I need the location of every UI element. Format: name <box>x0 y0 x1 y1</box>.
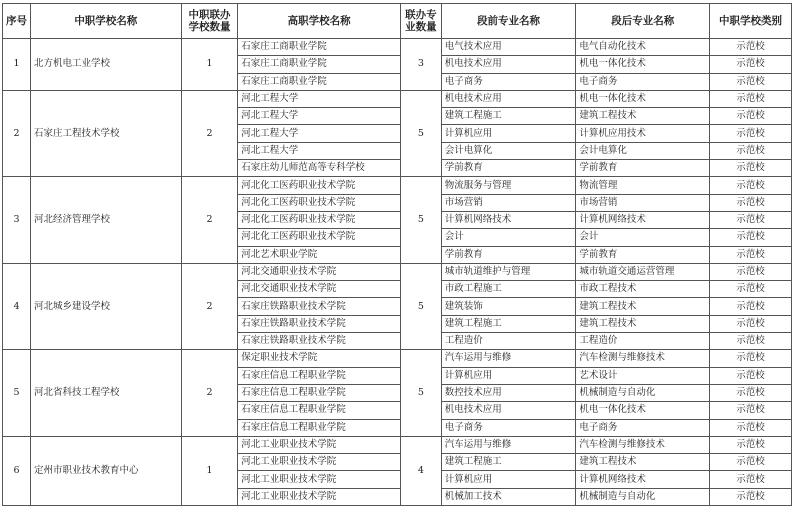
pre-major-cell: 市场营销 <box>441 194 576 211</box>
post-major-cell: 机电一体化技术 <box>576 90 710 107</box>
higher-school-cell: 河北工程大学 <box>238 108 401 125</box>
higher-school-cell: 石家庄铁路职业技术学院 <box>238 333 401 350</box>
post-major-cell: 汽车检测与维修技术 <box>576 350 710 367</box>
higher-school-cell: 石家庄幼儿师范高等专科学校 <box>238 160 401 177</box>
pre-major-cell: 数控技术应用 <box>441 384 576 401</box>
higher-school-cell: 河北化工医药职业技术学院 <box>238 229 401 246</box>
school-name-cell: 石家庄工程技术学校 <box>31 90 182 176</box>
joint-school-count-cell: 2 <box>181 177 238 263</box>
post-major-cell: 汽车检测与维修技术 <box>576 436 710 453</box>
joint-major-count-cell: 5 <box>400 90 441 176</box>
higher-school-cell: 河北工程大学 <box>238 125 401 142</box>
higher-school-cell: 石家庄信息工程职业学院 <box>238 402 401 419</box>
pre-major-cell: 建筑工程施工 <box>441 315 576 332</box>
seq-cell: 1 <box>3 39 31 91</box>
joint-major-count-cell: 4 <box>400 436 441 505</box>
category-cell: 示范校 <box>710 471 792 488</box>
school-name-cell: 定州市职业技术教育中心 <box>31 436 182 505</box>
school-name-cell: 北方机电工业学校 <box>31 39 182 91</box>
post-major-cell: 电子商务 <box>576 73 710 90</box>
category-cell: 示范校 <box>710 350 792 367</box>
higher-school-cell: 河北化工医药职业技术学院 <box>238 177 401 194</box>
pre-major-cell: 建筑工程施工 <box>441 108 576 125</box>
table-row <box>3 177 792 194</box>
higher-school-cell: 石家庄信息工程职业学院 <box>238 384 401 401</box>
higher-school-cell: 河北化工医药职业技术学院 <box>238 211 401 228</box>
seq-cell: 3 <box>3 177 31 263</box>
post-major-cell: 机电一体化技术 <box>576 56 710 73</box>
pre-major-cell: 计算机应用 <box>441 125 576 142</box>
category-cell: 示范校 <box>710 367 792 384</box>
category-cell: 示范校 <box>710 211 792 228</box>
post-major-cell: 建筑工程技术 <box>576 108 710 125</box>
school-name-cell: 河北城乡建设学校 <box>31 263 182 349</box>
category-cell: 示范校 <box>710 73 792 90</box>
category-cell: 示范校 <box>710 298 792 315</box>
category-cell: 示范校 <box>710 142 792 159</box>
header-row <box>3 4 792 39</box>
post-major-cell: 会计 <box>576 229 710 246</box>
higher-school-cell: 河北交通职业技术学院 <box>238 281 401 298</box>
category-cell: 示范校 <box>710 229 792 246</box>
joint-major-count-cell: 5 <box>400 263 441 349</box>
higher-school-cell: 石家庄铁路职业技术学院 <box>238 298 401 315</box>
higher-school-cell: 石家庄信息工程职业学院 <box>238 367 401 384</box>
category-cell: 示范校 <box>710 384 792 401</box>
pre-major-cell: 机电技术应用 <box>441 56 576 73</box>
higher-school-cell: 河北工程大学 <box>238 142 401 159</box>
pre-major-cell: 机电技术应用 <box>441 90 576 107</box>
pre-major-cell: 城市轨道维护与管理 <box>441 263 576 280</box>
seq-cell: 6 <box>3 436 31 505</box>
header-seq: 序号 <box>3 4 31 39</box>
pre-major-cell: 汽车运用与维修 <box>441 436 576 453</box>
post-major-cell: 计算机网络技术 <box>576 211 710 228</box>
header-pre-major: 段前专业名称 <box>441 4 576 39</box>
table-body <box>3 39 792 506</box>
table-row <box>3 39 792 56</box>
higher-school-cell: 石家庄信息工程职业学院 <box>238 419 401 436</box>
post-major-cell: 电子商务 <box>576 419 710 436</box>
higher-school-cell: 河北工程大学 <box>238 90 401 107</box>
category-cell: 示范校 <box>710 419 792 436</box>
pre-major-cell: 建筑装饰 <box>441 298 576 315</box>
higher-school-cell: 石家庄工商职业学院 <box>238 56 401 73</box>
post-major-cell: 城市轨道交通运营管理 <box>576 263 710 280</box>
higher-school-cell: 河北工业职业技术学院 <box>238 436 401 453</box>
joint-major-count-cell: 3 <box>400 39 441 91</box>
post-major-cell: 机械制造与自动化 <box>576 488 710 505</box>
higher-school-cell: 河北艺术职业学院 <box>238 246 401 263</box>
pre-major-cell: 电子商务 <box>441 73 576 90</box>
post-major-cell: 机电一体化技术 <box>576 402 710 419</box>
school-name-cell: 河北经济管理学校 <box>31 177 182 263</box>
post-major-cell: 市场营销 <box>576 194 710 211</box>
pre-major-cell: 机械加工技术 <box>441 488 576 505</box>
pre-major-cell: 计算机应用 <box>441 367 576 384</box>
category-cell: 示范校 <box>710 39 792 56</box>
category-cell: 示范校 <box>710 90 792 107</box>
joint-school-count-cell: 2 <box>181 350 238 436</box>
category-cell: 示范校 <box>710 177 792 194</box>
pre-major-cell: 建筑工程施工 <box>441 454 576 471</box>
seq-cell: 4 <box>3 263 31 349</box>
table-row <box>3 263 792 280</box>
table-row <box>3 350 792 367</box>
post-major-cell: 艺术设计 <box>576 367 710 384</box>
post-major-cell: 建筑工程技术 <box>576 454 710 471</box>
joint-school-count-cell: 2 <box>181 90 238 176</box>
table-row <box>3 436 792 453</box>
post-major-cell: 学前教育 <box>576 246 710 263</box>
pre-major-cell: 物流服务与管理 <box>441 177 576 194</box>
seq-cell: 5 <box>3 350 31 436</box>
higher-school-cell: 保定职业技术学院 <box>238 350 401 367</box>
category-cell: 示范校 <box>710 315 792 332</box>
category-cell: 示范校 <box>710 488 792 505</box>
header-school-category: 中职学校类别 <box>710 4 792 39</box>
table-row <box>3 90 792 107</box>
pre-major-cell: 学前教育 <box>441 246 576 263</box>
school-program-table <box>2 3 792 506</box>
header-school-name: 中职学校名称 <box>31 4 182 39</box>
category-cell: 示范校 <box>710 56 792 73</box>
header-joint-school-count: 中职联办 学校数量 <box>181 4 238 39</box>
post-major-cell: 计算机应用技术 <box>576 125 710 142</box>
higher-school-cell: 河北工业职业技术学院 <box>238 471 401 488</box>
school-name-cell: 河北省科技工程学校 <box>31 350 182 436</box>
joint-school-count-cell: 1 <box>181 39 238 91</box>
higher-school-cell: 河北化工医药职业技术学院 <box>238 194 401 211</box>
header-higher-school-name: 高职学校名称 <box>238 4 401 39</box>
post-major-cell: 工程造价 <box>576 333 710 350</box>
higher-school-cell: 河北工业职业技术学院 <box>238 488 401 505</box>
pre-major-cell: 机电技术应用 <box>441 402 576 419</box>
pre-major-cell: 市政工程施工 <box>441 281 576 298</box>
pre-major-cell: 学前教育 <box>441 160 576 177</box>
joint-school-count-cell: 2 <box>181 263 238 349</box>
post-major-cell: 机械制造与自动化 <box>576 384 710 401</box>
pre-major-cell: 电子商务 <box>441 419 576 436</box>
post-major-cell: 市政工程技术 <box>576 281 710 298</box>
pre-major-cell: 计算机应用 <box>441 471 576 488</box>
higher-school-cell: 石家庄工商职业学院 <box>238 39 401 56</box>
category-cell: 示范校 <box>710 246 792 263</box>
category-cell: 示范校 <box>710 333 792 350</box>
pre-major-cell: 会计电算化 <box>441 142 576 159</box>
post-major-cell: 建筑工程技术 <box>576 315 710 332</box>
post-major-cell: 电气自动化技术 <box>576 39 710 56</box>
seq-cell: 2 <box>3 90 31 176</box>
joint-school-count-cell: 1 <box>181 436 238 505</box>
category-cell: 示范校 <box>710 454 792 471</box>
pre-major-cell: 计算机网络技术 <box>441 211 576 228</box>
header-post-major: 段后专业名称 <box>576 4 710 39</box>
joint-major-count-cell: 5 <box>400 350 441 436</box>
pre-major-cell: 工程造价 <box>441 333 576 350</box>
post-major-cell: 建筑工程技术 <box>576 298 710 315</box>
pre-major-cell: 会计 <box>441 229 576 246</box>
higher-school-cell: 石家庄工商职业学院 <box>238 73 401 90</box>
category-cell: 示范校 <box>710 125 792 142</box>
post-major-cell: 会计电算化 <box>576 142 710 159</box>
higher-school-cell: 河北工业职业技术学院 <box>238 454 401 471</box>
category-cell: 示范校 <box>710 402 792 419</box>
category-cell: 示范校 <box>710 281 792 298</box>
higher-school-cell: 河北交通职业技术学院 <box>238 263 401 280</box>
pre-major-cell: 电气技术应用 <box>441 39 576 56</box>
post-major-cell: 计算机网络技术 <box>576 471 710 488</box>
joint-major-count-cell: 5 <box>400 177 441 263</box>
pre-major-cell: 汽车运用与维修 <box>441 350 576 367</box>
category-cell: 示范校 <box>710 263 792 280</box>
header-joint-major-count: 联办专 业数量 <box>400 4 441 39</box>
category-cell: 示范校 <box>710 108 792 125</box>
post-major-cell: 物流管理 <box>576 177 710 194</box>
category-cell: 示范校 <box>710 194 792 211</box>
category-cell: 示范校 <box>710 436 792 453</box>
category-cell: 示范校 <box>710 160 792 177</box>
higher-school-cell: 石家庄铁路职业技术学院 <box>238 315 401 332</box>
post-major-cell: 学前教育 <box>576 160 710 177</box>
